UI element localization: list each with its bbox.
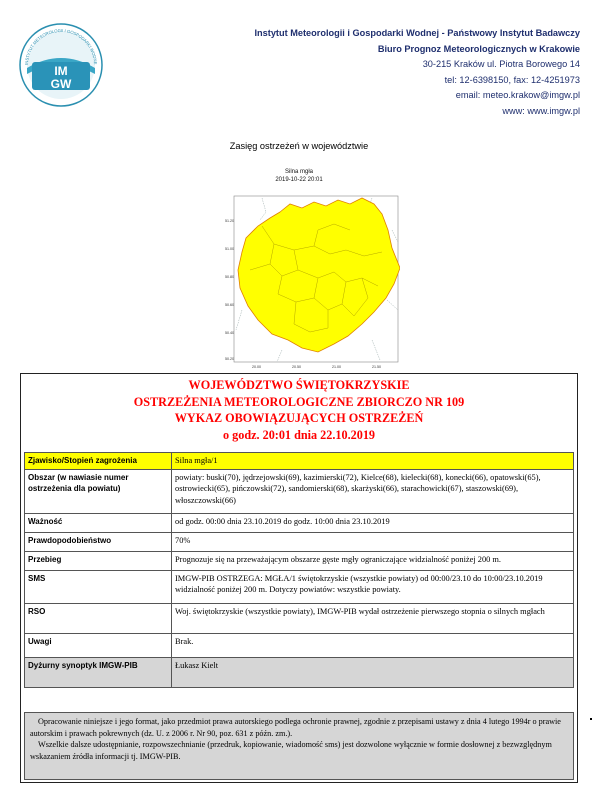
- heading-list: WYKAZ OBOWIĄZUJĄCYCH OSTRZEŻEŃ: [174, 411, 424, 426]
- row-area: [25, 469, 574, 513]
- sms-label: SMS: [25, 570, 172, 603]
- x-tick-3: 21.50: [372, 365, 381, 369]
- sms-value: IMGW-PIB OSTRZEGA: MGŁA/1 świętokrzyskie (wszystkie powiaty) od 00:00/23.10 do 10:00/23.10.2019 widzialność poniżej 200 m. Dotyczy powiatów: wszystkie powiaty.: [172, 570, 574, 603]
- remarks-label: Uwagi: [25, 633, 172, 657]
- website: www: www.imgw.pl: [502, 105, 580, 116]
- row-sms: [25, 570, 574, 603]
- rso-label: RSO: [25, 603, 172, 633]
- institution-header: [254, 26, 580, 120]
- hazard-label: Zjawisko/Stopień zagrożenia: [25, 453, 172, 470]
- probability-label: Prawdopodobieństwo: [25, 532, 172, 551]
- row-course: [25, 551, 574, 570]
- remarks-value: Brak.: [172, 633, 574, 657]
- copyright-paragraph-1: Opracowanie niniejsze i jego format, jako przedmiot prawa autorskiego podlega ochronie prawnej, zgodnie z przepisami ustawy z dnia 4 lutego 1994r o prawie autorskim i prawach pokrewnych (dz. U. z 2006 r. Nr 90, poz. 631 z późn. zm.).: [30, 717, 561, 738]
- rso-value: Woj. świętokrzyskie (wszystkie powiaty), IMGW-PIB wydał ostrzeżenie pierwszego stopnia o silnych mgłach: [172, 603, 574, 633]
- email: email: meteo.krakow@imgw.pl: [455, 90, 580, 101]
- map-title: Zasięg ostrzeżeń w województwie: [229, 141, 369, 151]
- imgw-logo: [18, 22, 104, 108]
- institute-name: Instytut Meteorologii i Gospodarki Wodnej - Państwowy Instytut Badawczy: [254, 28, 580, 38]
- logo-text-bottom: GW: [50, 77, 72, 91]
- validity-label: Ważność: [25, 513, 172, 532]
- office-name: Biuro Prognoz Meteorologicznych w Krakowie: [377, 43, 580, 54]
- row-remarks: [25, 633, 574, 657]
- map-caption-phenomenon: Silna mgła: [284, 169, 313, 175]
- logo-arc-text: INSTYTUT METEOROLOGII I GOSPODARKI WODNE: [23, 27, 99, 66]
- probability-value: 70%: [172, 532, 574, 551]
- area-value: powiaty: buski(70), jędrzejowski(69), kazimierski(72), Kielce(68), kielecki(68), konecki(66), opatowski(65), ostrowiecki(65), pińczowski(72), sandomierski(68), skarżyski(66), starachowicki(67), staszowski(69), włoszczowski(66): [172, 469, 574, 513]
- y-tick-5: 50.20: [225, 357, 234, 361]
- address: 30-215 Kraków ul. Piotra Borowego 14: [422, 59, 580, 70]
- area-label: Obszar (w nawiasie numer ostrzeżenia dla powiatu): [25, 469, 172, 513]
- heading-voivodeship: WOJEWÓDZTWO ŚWIĘTOKRZYSKIE: [188, 378, 410, 392]
- copyright-paragraph-2: Wszelkie dalsze udostępnianie, rozpowszechnianie (przedruk, kopiowanie, wiadomość sms) jest dozwolone wyłącznie w formie dosłownej z bezwzględnym wskazaniem źródła informacji tj. IMGW-PIB.: [30, 740, 552, 761]
- hazard-value: Silna mgła/1: [172, 453, 574, 470]
- y-tick-2: 50.80: [225, 275, 234, 279]
- row-probability: [25, 532, 574, 551]
- y-tick-0: 51.20: [225, 219, 234, 223]
- report-heading: [21, 374, 577, 449]
- validity-value: od godz. 00:00 dnia 23.10.2019 do godz. 10:00 dnia 23.10.2019: [172, 513, 574, 532]
- row-forecaster: [25, 657, 574, 687]
- heading-warnings-number: OSTRZEŻENIA METEOROLOGICZNE ZBIORCZO NR 109: [133, 394, 465, 409]
- heading-time: o godz. 20:01 dnia 22.10.2019: [222, 427, 376, 442]
- x-tick-0: 20.00: [252, 365, 261, 369]
- phone-fax: tel: 12-6398150, fax: 12-4251973: [444, 74, 580, 85]
- y-tick-4: 50.40: [225, 331, 234, 335]
- warning-map: [222, 190, 400, 370]
- course-label: Przebieg: [25, 551, 172, 570]
- warning-table: [24, 452, 574, 688]
- row-hazard: [25, 453, 574, 470]
- forecaster-label: Dyżurny synoptyk IMGW-PIB: [25, 657, 172, 687]
- x-tick-2: 21.00: [332, 365, 341, 369]
- map-caption: [0, 168, 598, 184]
- copyright-notice: [24, 712, 574, 780]
- row-validity: [25, 513, 574, 532]
- y-tick-3: 50.60: [225, 303, 234, 307]
- row-rso: [25, 603, 574, 633]
- x-tick-1: 20.50: [292, 365, 301, 369]
- map-caption-date: 2019-10-22 20:01: [275, 177, 323, 183]
- forecaster-value: Łukasz Kielt: [172, 657, 574, 687]
- stray-dot: [590, 718, 592, 720]
- logo-text-top: IM: [54, 64, 68, 78]
- warning-report: [20, 373, 578, 783]
- y-tick-1: 51.00: [225, 247, 234, 251]
- course-value: Prognozuje się na przeważającym obszarze gęste mgły ograniczające widzialność poniżej 200 m.: [172, 551, 574, 570]
